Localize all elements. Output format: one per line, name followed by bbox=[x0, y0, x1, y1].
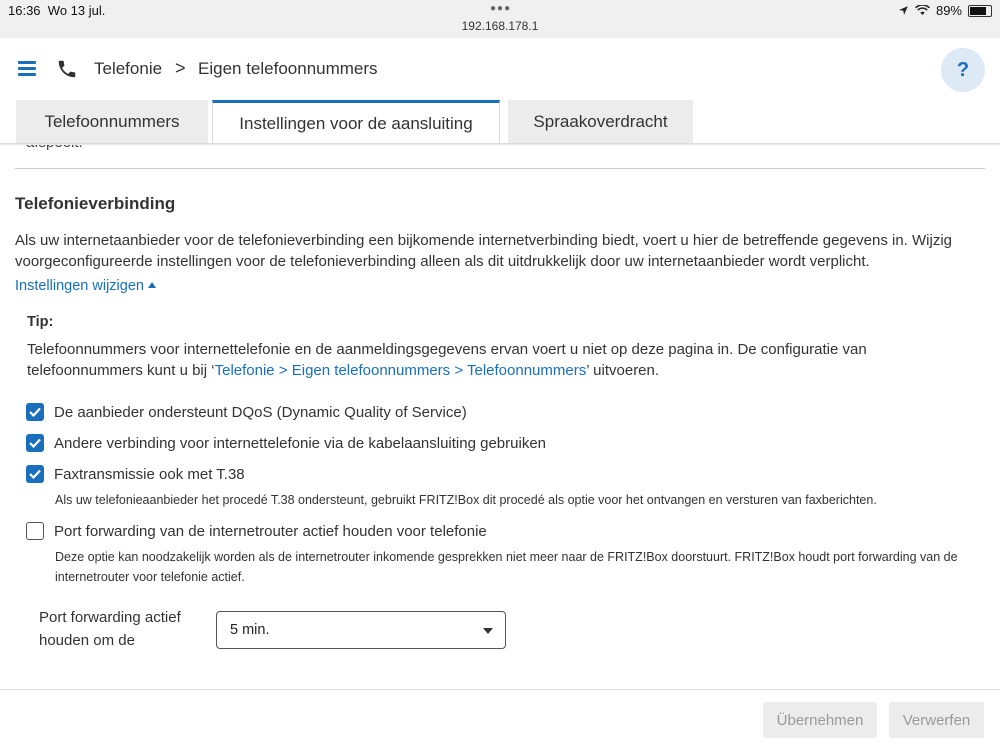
wifi-icon bbox=[915, 5, 930, 16]
checkbox-label: Faxtransmissie ook met T.38 bbox=[54, 465, 245, 483]
checkbox-row-dqos[interactable] bbox=[26, 403, 467, 421]
more-dots-icon[interactable]: ●●● bbox=[490, 3, 512, 14]
status-time: 16:36 Wo 13 jul. bbox=[8, 3, 106, 18]
phone-icon bbox=[56, 58, 78, 80]
checkbox-label: Andere verbinding voor internettelefonie via de kabelaansluiting gebruiken bbox=[54, 434, 546, 452]
checkbox-label: Port forwarding van de internetrouter actief houden voor telefonie bbox=[54, 522, 487, 540]
tab-instellingen-aansluiting[interactable]: Instellingen voor de aansluiting bbox=[212, 100, 500, 144]
checkmark-icon bbox=[29, 438, 41, 448]
battery-icon bbox=[968, 5, 992, 17]
address-url[interactable]: 192.168.178.1 bbox=[461, 19, 539, 33]
checkbox-dqos[interactable] bbox=[26, 403, 44, 421]
battery-percent: 89% bbox=[935, 3, 962, 18]
settings-toggle-link[interactable] bbox=[15, 278, 156, 294]
checkbox-row-cable[interactable] bbox=[26, 434, 546, 452]
port-forwarding-interval-select[interactable] bbox=[216, 611, 506, 649]
checkbox-note-t38: Als uw telefonieaanbieder het procedé T.38 ondersteunt, gebruikt FRITZ!Box dit procedé als optie voor het ontvangen en versturen van faxberichten. bbox=[55, 493, 877, 507]
status-indicators bbox=[898, 3, 992, 18]
breadcrumb-separator: > bbox=[175, 58, 186, 78]
checkbox-t38[interactable] bbox=[26, 465, 44, 483]
hamburger-menu-icon[interactable] bbox=[18, 61, 36, 75]
settings-toggle-label: Instellingen wijzigen bbox=[15, 278, 144, 294]
chevron-down-icon bbox=[483, 628, 493, 634]
tip-text: Telefoonnummers voor internettelefonie en de aanmeldingsgegevens ervan voert u niet op deze pagina in. De configuratie van telefoonnummers kunt u bij ‘Telefonie > Eigen telefoonnummers > Telefoonnummers’ uitvoeren. bbox=[27, 341, 867, 379]
caret-up-icon bbox=[148, 282, 156, 288]
checkbox-row-port-forwarding[interactable] bbox=[26, 522, 487, 540]
footer-divider bbox=[0, 689, 1000, 690]
checkbox-cable-connection[interactable] bbox=[26, 434, 44, 452]
section-description: Als uw internetaanbieder voor de telefonieverbinding een bijkomende internetverbinding biedt, voert u hier de betreffende gegevens in. Wijzig voorgeconfigureerde instellingen voor de telefonieverbinding alleen als dit uitdrukkelijk door uw internetaanbieder wordt verplicht. bbox=[15, 232, 952, 270]
tip-link[interactable]: Telefonie > Eigen telefoonnummers > Telefoonnummers bbox=[214, 362, 587, 379]
tab-spraakoverdracht[interactable]: Spraakoverdracht bbox=[508, 100, 693, 143]
checkbox-port-forwarding[interactable] bbox=[26, 522, 44, 540]
tab-telefoonnummers[interactable]: Telefoonnummers bbox=[16, 100, 208, 143]
checkmark-icon bbox=[29, 469, 41, 479]
checkmark-icon bbox=[29, 407, 41, 417]
tab-bar-shadow bbox=[0, 143, 1000, 146]
tab-bar bbox=[0, 100, 1000, 144]
tip-title: Tip: bbox=[27, 314, 54, 330]
discard-button[interactable]: Verwerfen bbox=[889, 702, 984, 738]
help-button[interactable]: ? bbox=[941, 48, 985, 92]
checkbox-note-port-forwarding: Deze optie kan noodzakelijk worden als de internetrouter inkomende gesprekken niet meer naar de FRITZ!Box doorstuurt. FRITZ!Box houdt port forwarding van de internetrouter voor telefonie actief. bbox=[55, 550, 958, 584]
top-header bbox=[0, 38, 1000, 102]
breadcrumb-current: Eigen telefoonnummers bbox=[198, 59, 378, 78]
checkbox-label: De aanbieder ondersteunt DQoS (Dynamic Quality of Service) bbox=[54, 403, 467, 421]
section-title: Telefonieverbinding bbox=[15, 194, 176, 213]
section-divider bbox=[15, 168, 985, 169]
select-value: 5 min. bbox=[230, 622, 270, 638]
port-forwarding-interval-label: Port forwarding actief houden om de bbox=[39, 609, 181, 649]
location-icon bbox=[898, 5, 909, 16]
breadcrumb-telefonie[interactable]: Telefonie bbox=[94, 59, 163, 78]
ios-status-bar bbox=[0, 0, 1000, 38]
apply-button[interactable]: Übernehmen bbox=[763, 702, 877, 738]
checkbox-row-t38[interactable] bbox=[26, 465, 245, 483]
